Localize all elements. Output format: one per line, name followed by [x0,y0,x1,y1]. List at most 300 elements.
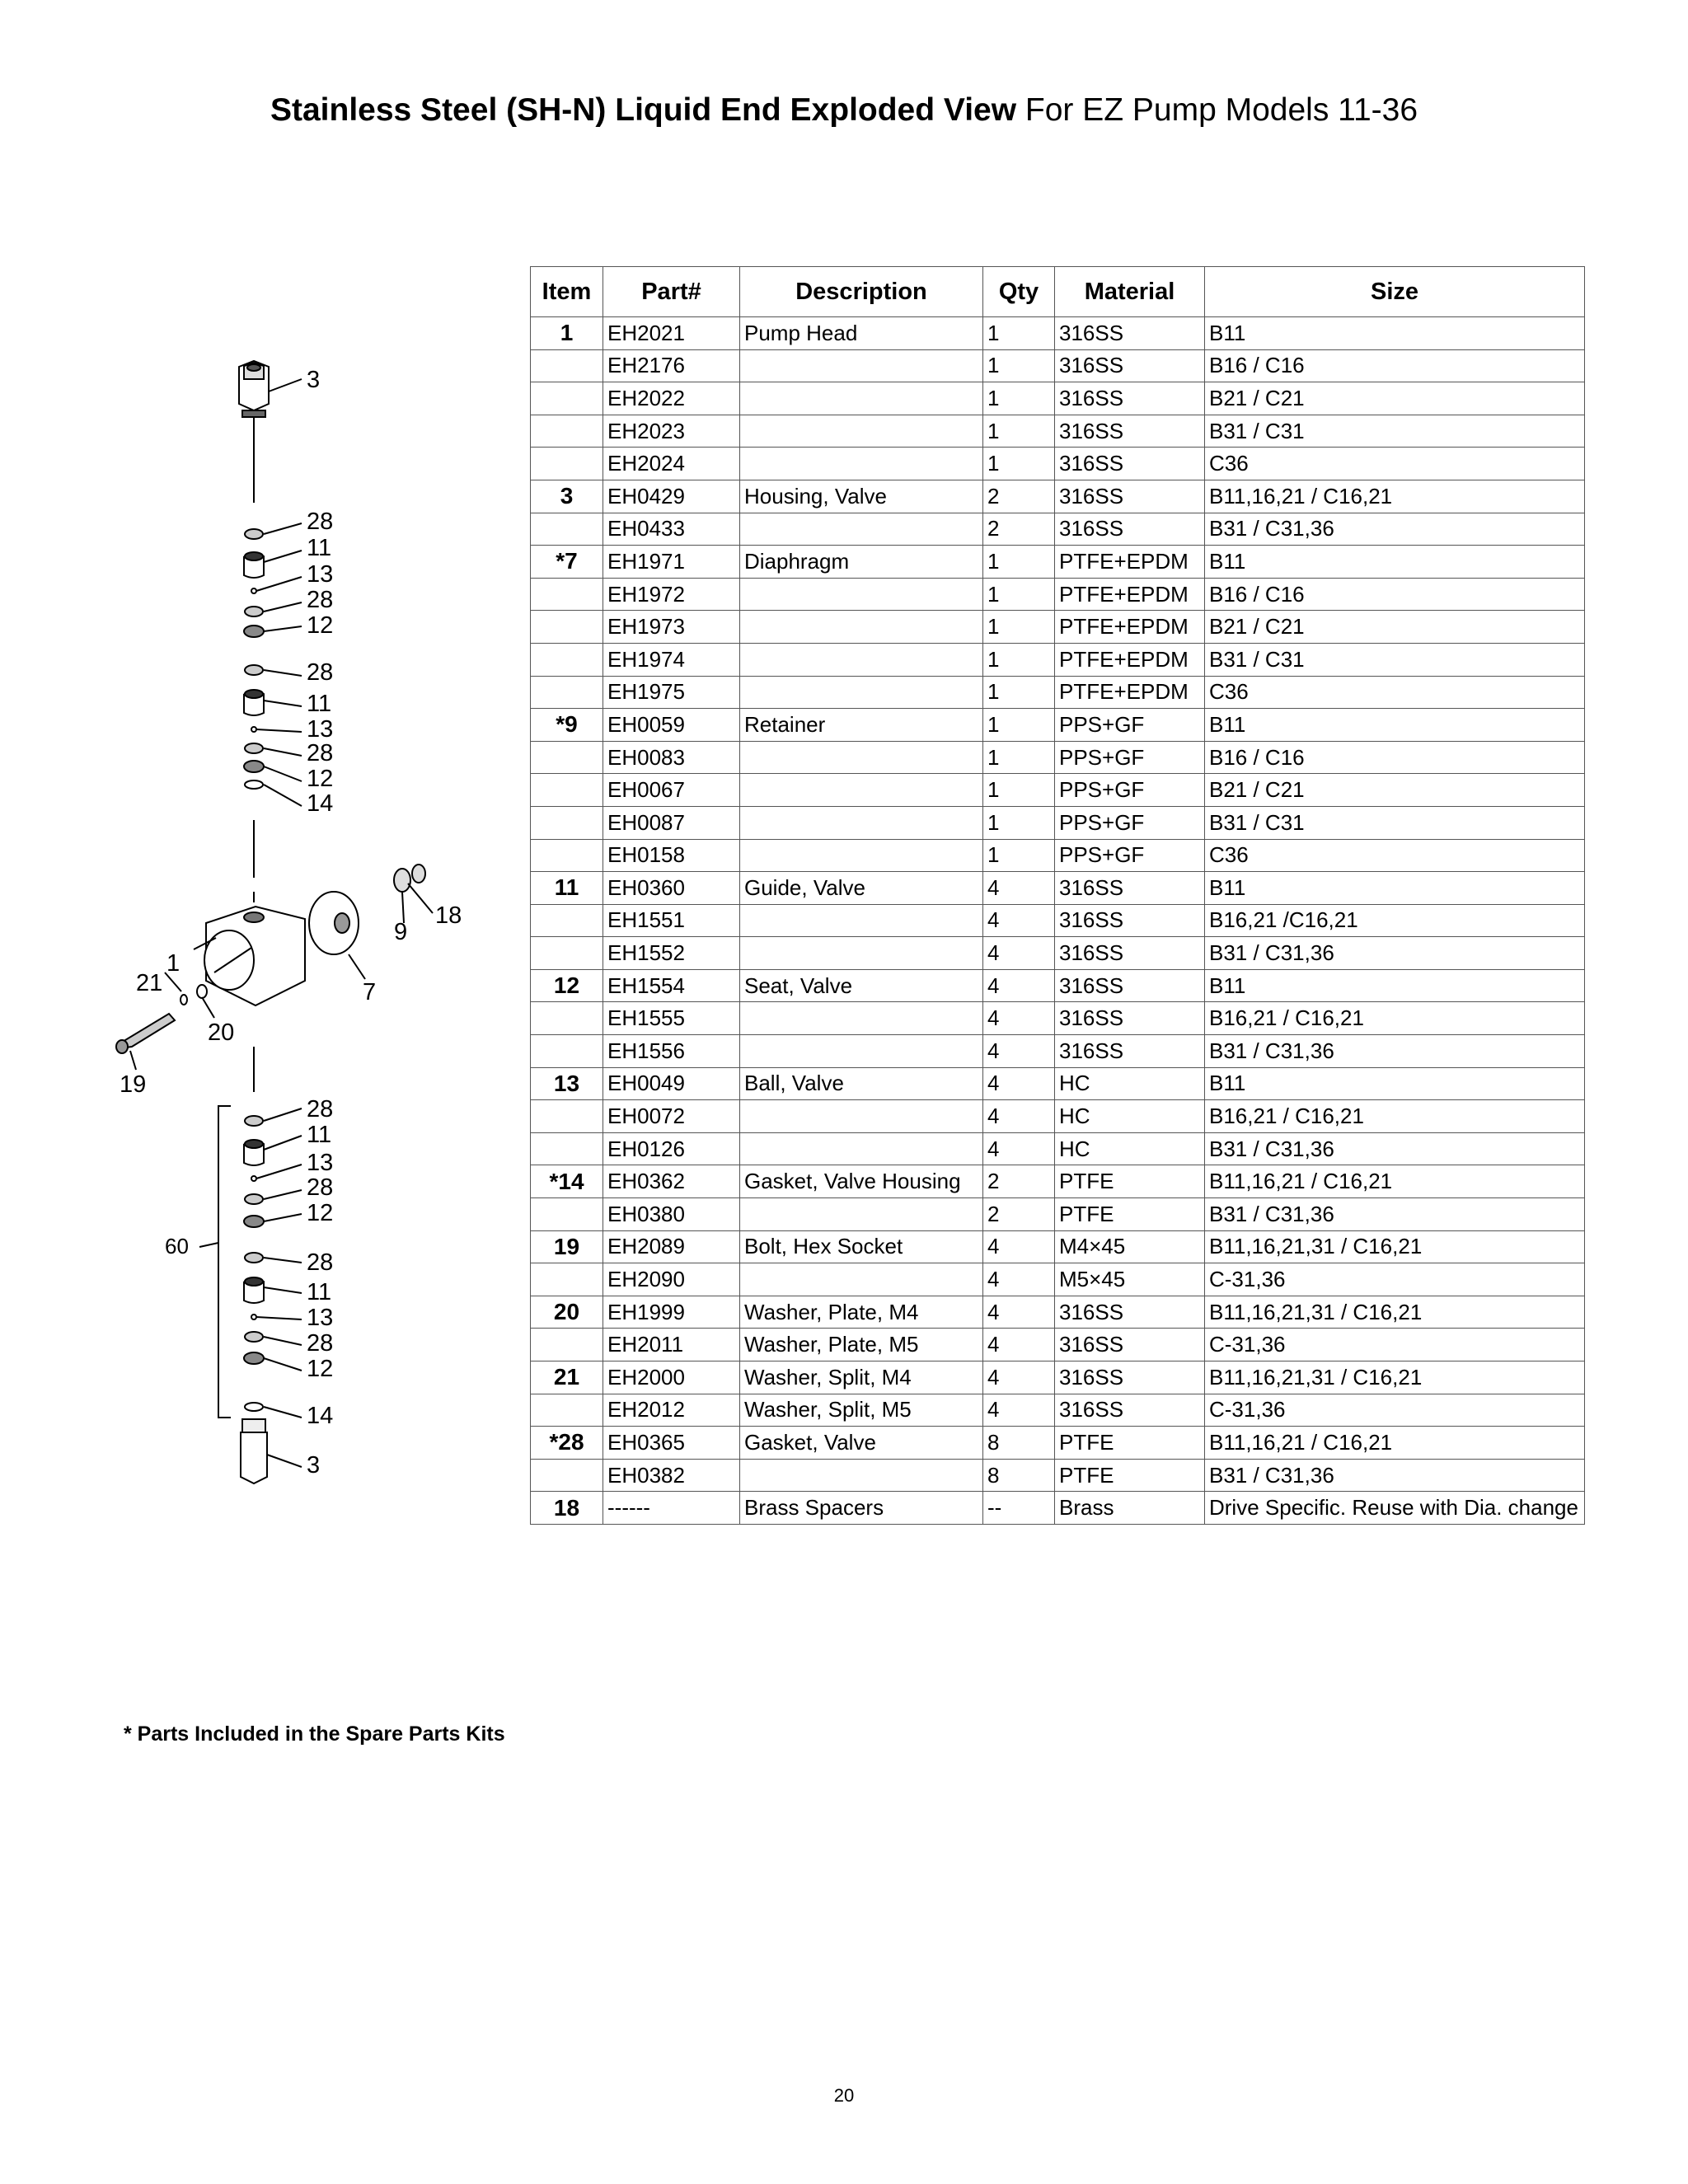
item-cell [531,741,603,774]
size-cell: B11,16,21 / C16,21 [1205,480,1585,513]
description-cell: Diaphragm [740,546,983,579]
table-row [531,1459,1585,1492]
qty-cell: 2 [983,1165,1055,1198]
part-number-cell: EH2011 [603,1329,740,1361]
part-number-cell: EH1974 [603,643,740,676]
header-size: Size [1205,267,1585,317]
part-number-cell: EH1555 [603,1002,740,1035]
description-cell [740,904,983,937]
qty-cell: 8 [983,1427,1055,1460]
table-row [531,1100,1585,1133]
table-row [531,1361,1585,1394]
material-cell: PTFE [1055,1198,1205,1231]
size-cell: B11 [1205,872,1585,905]
description-cell [740,1002,983,1035]
description-cell: Ball, Valve [740,1067,983,1100]
top-valve-housing-drawing [239,361,269,503]
label-valve-housing-gasket: 14 [307,790,334,817]
qty-cell: 1 [983,546,1055,579]
label-bottom-housing: 3 [307,1452,321,1479]
header-description: Description [740,267,983,317]
material-cell: PTFE+EPDM [1055,676,1205,709]
item-cell: 11 [531,872,603,905]
item-cell [531,578,603,611]
description-cell [740,578,983,611]
table-row [531,611,1585,644]
qty-cell: 1 [983,709,1055,742]
part-number-cell: EH0059 [603,709,740,742]
size-cell: B11 [1205,317,1585,350]
description-cell [740,1035,983,1068]
qty-cell: 1 [983,676,1055,709]
part-number-cell: EH0380 [603,1198,740,1231]
item-cell [531,1035,603,1068]
label-pump-head: 1 [166,950,181,977]
material-cell: M5×45 [1055,1263,1205,1296]
label-ball: 13 [307,716,334,743]
description-cell: Washer, Plate, M5 [740,1329,983,1361]
part-number-cell: EH1554 [603,969,740,1002]
table-row [531,546,1585,579]
table-row [531,1165,1585,1198]
part-number-cell: EH0083 [603,741,740,774]
part-number-cell: EH0362 [603,1165,740,1198]
table-row [531,448,1585,480]
label-guide: 11 [307,1122,332,1148]
part-number-cell: EH2090 [603,1263,740,1296]
size-cell: B16 / C16 [1205,578,1585,611]
label-ball: 13 [307,561,334,588]
label-guide: 11 [307,691,332,717]
item-cell [531,1132,603,1165]
item-cell [531,1198,603,1231]
part-number-cell: EH1551 [603,904,740,937]
label-seat: 12 [307,1356,334,1382]
label-seat: 12 [307,612,334,639]
table-row [531,1002,1585,1035]
material-cell: PTFE [1055,1165,1205,1198]
material-cell: PTFE [1055,1427,1205,1460]
material-cell: PTFE [1055,1459,1205,1492]
item-cell: 1 [531,317,603,350]
size-cell: C-31,36 [1205,1263,1585,1296]
description-cell [740,643,983,676]
item-cell [531,448,603,480]
size-cell: B21 / C21 [1205,382,1585,415]
table-row [531,1198,1585,1231]
part-number-cell: EH2022 [603,382,740,415]
label-ball: 13 [307,1150,334,1176]
title-normal: For EZ Pump Models 11-36 [1016,92,1418,128]
description-cell: Washer, Split, M5 [740,1394,983,1427]
description-cell [740,415,983,448]
page-number: 20 [833,2085,855,2106]
table-header-row [531,267,1585,317]
table-body [531,317,1585,1525]
description-cell [740,611,983,644]
part-number-cell: EH0049 [603,1067,740,1100]
size-cell: B31 / C31,36 [1205,1459,1585,1492]
part-number-cell: EH0360 [603,872,740,905]
material-cell: PPS+GF [1055,741,1205,774]
description-cell [740,448,983,480]
table-row [531,709,1585,742]
header-part-number: Part# [603,267,740,317]
table-row [531,904,1585,937]
item-cell [531,904,603,937]
material-cell: HC [1055,1132,1205,1165]
part-number-cell: ------ [603,1492,740,1525]
size-cell: B21 / C21 [1205,774,1585,807]
label-guide: 11 [307,1279,332,1305]
description-cell [740,676,983,709]
qty-cell: 1 [983,578,1055,611]
material-cell: PPS+GF [1055,774,1205,807]
qty-cell: 1 [983,839,1055,872]
qty-cell: 1 [983,611,1055,644]
qty-cell: 1 [983,774,1055,807]
qty-cell: 4 [983,1100,1055,1133]
part-number-cell: EH2176 [603,349,740,382]
item-cell [531,643,603,676]
part-number-cell: EH0067 [603,774,740,807]
table-row [531,415,1585,448]
table-row [531,1492,1585,1525]
description-cell [740,937,983,970]
size-cell: B11,16,21,31 / C16,21 [1205,1296,1585,1329]
qty-cell: 1 [983,382,1055,415]
label-gasket: 28 [307,1174,334,1201]
qty-cell: 4 [983,1132,1055,1165]
label-seat: 12 [307,1200,334,1226]
lower-stack-parts [199,1047,302,1483]
part-number-cell: EH2089 [603,1230,740,1263]
size-cell: B11,16,21,31 / C16,21 [1205,1230,1585,1263]
table-row [531,513,1585,546]
label-gasket: 28 [307,1096,334,1122]
part-number-cell: EH2012 [603,1394,740,1427]
description-cell [740,839,983,872]
item-cell [531,1100,603,1133]
description-cell: Guide, Valve [740,872,983,905]
material-cell: HC [1055,1100,1205,1133]
label-seat: 12 [307,766,334,792]
part-number-cell: EH0126 [603,1132,740,1165]
part-number-cell: EH0382 [603,1459,740,1492]
description-cell: Housing, Valve [740,480,983,513]
part-number-cell: EH0433 [603,513,740,546]
material-cell: 316SS [1055,1394,1205,1427]
qty-cell: 4 [983,1329,1055,1361]
item-cell [531,382,603,415]
item-cell [531,806,603,839]
part-number-cell: EH1556 [603,1035,740,1068]
table-row [531,480,1585,513]
item-cell [531,1459,603,1492]
size-cell: B11,16,21 / C16,21 [1205,1427,1585,1460]
size-cell: Drive Specific. Reuse with Dia. change [1205,1492,1585,1525]
description-cell: Gasket, Valve Housing [740,1165,983,1198]
description-cell: Bolt, Hex Socket [740,1230,983,1263]
qty-cell: 4 [983,1230,1055,1263]
part-number-cell: EH0087 [603,806,740,839]
item-cell: *14 [531,1165,603,1198]
qty-cell: 4 [983,1394,1055,1427]
material-cell: PTFE+EPDM [1055,611,1205,644]
size-cell: B31 / C31,36 [1205,1035,1585,1068]
material-cell: 316SS [1055,415,1205,448]
qty-cell: 1 [983,349,1055,382]
description-cell: Retainer [740,709,983,742]
upper-stack-parts [244,529,264,902]
description-cell: Brass Spacers [740,1492,983,1525]
item-cell [531,774,603,807]
material-cell: 316SS [1055,382,1205,415]
size-cell: C36 [1205,448,1585,480]
item-cell: 13 [531,1067,603,1100]
material-cell: PPS+GF [1055,806,1205,839]
table-row [531,937,1585,970]
item-cell: *28 [531,1427,603,1460]
part-number-cell: EH1552 [603,937,740,970]
label-retainer: 9 [394,919,408,945]
label-gasket: 28 [307,1330,334,1357]
part-number-cell: EH2000 [603,1361,740,1394]
qty-cell: 2 [983,1198,1055,1231]
qty-cell: 1 [983,741,1055,774]
description-cell: Seat, Valve [740,969,983,1002]
item-cell: 20 [531,1296,603,1329]
footnote: * Parts Included in the Spare Parts Kits [124,1722,505,1746]
table-row [531,1394,1585,1427]
label-gasket: 28 [307,740,334,766]
description-cell: Gasket, Valve [740,1427,983,1460]
description-cell [740,1263,983,1296]
label-gasket: 28 [307,509,334,535]
part-number-cell: EH0429 [603,480,740,513]
table-row [531,1329,1585,1361]
part-number-cell: EH2024 [603,448,740,480]
item-cell [531,1394,603,1427]
table-row [531,969,1585,1002]
table-row [531,1067,1585,1100]
table-row [531,1132,1585,1165]
part-number-cell: EH2021 [603,317,740,350]
material-cell: 316SS [1055,317,1205,350]
qty-cell: 1 [983,806,1055,839]
qty-cell: 4 [983,872,1055,905]
material-cell: 316SS [1055,513,1205,546]
qty-cell: 1 [983,448,1055,480]
material-cell: Brass [1055,1492,1205,1525]
parts-table [530,266,1585,1525]
size-cell: B16,21 / C16,21 [1205,1002,1585,1035]
label-ball: 13 [307,1305,334,1331]
table-row [531,1035,1585,1068]
label-bolt: 19 [120,1071,147,1098]
size-cell: B16,21 /C16,21 [1205,904,1585,937]
qty-cell: 4 [983,1361,1055,1394]
table-row [531,1230,1585,1263]
table-row [531,578,1585,611]
size-cell: B11 [1205,709,1585,742]
table-row [531,774,1585,807]
item-cell: 19 [531,1230,603,1263]
qty-cell: 4 [983,969,1055,1002]
item-cell [531,513,603,546]
label-valve-assembly: 60 [165,1234,189,1258]
exploded-view-diagram [107,346,536,1516]
label-gasket: 28 [307,587,334,613]
label-diaphragm: 7 [363,979,377,1005]
description-cell [740,513,983,546]
qty-cell: 4 [983,1035,1055,1068]
part-number-cell: EH1971 [603,546,740,579]
description-cell [740,349,983,382]
material-cell: M4×45 [1055,1230,1205,1263]
size-cell: C-31,36 [1205,1329,1585,1361]
size-cell: B11,16,21,31 / C16,21 [1205,1361,1585,1394]
size-cell: C-31,36 [1205,1394,1585,1427]
description-cell [740,774,983,807]
description-cell [740,806,983,839]
item-cell: *7 [531,546,603,579]
size-cell: B31 / C31 [1205,415,1585,448]
item-cell [531,1329,603,1361]
table-row [531,1296,1585,1329]
label-top-housing: 3 [307,367,321,393]
part-number-cell: EH0365 [603,1427,740,1460]
item-cell: 3 [531,480,603,513]
item-cell [531,839,603,872]
size-cell: B16 / C16 [1205,741,1585,774]
description-cell [740,1100,983,1133]
part-number-cell: EH2023 [603,415,740,448]
label-guide: 11 [307,535,332,561]
label-valve-housing-gasket: 14 [307,1403,334,1429]
item-cell [531,349,603,382]
size-cell: B11,16,21 / C16,21 [1205,1165,1585,1198]
qty-cell: 4 [983,937,1055,970]
pump-head-drawing [204,865,425,1005]
size-cell: B31 / C31,36 [1205,937,1585,970]
size-cell: B11 [1205,969,1585,1002]
description-cell: Washer, Plate, M4 [740,1296,983,1329]
material-cell: 316SS [1055,872,1205,905]
qty-cell: 4 [983,1002,1055,1035]
item-cell [531,676,603,709]
item-cell [531,1002,603,1035]
size-cell: B16,21 / C16,21 [1205,1100,1585,1133]
item-cell: 12 [531,969,603,1002]
description-cell [740,1198,983,1231]
table-row [531,643,1585,676]
label-gasket: 28 [307,1249,334,1276]
header-item: Item [531,267,603,317]
table-row [531,676,1585,709]
description-cell [740,1459,983,1492]
material-cell: 316SS [1055,904,1205,937]
material-cell: 316SS [1055,1296,1205,1329]
size-cell: B11 [1205,546,1585,579]
table-row [531,317,1585,350]
qty-cell: 1 [983,317,1055,350]
material-cell: PPS+GF [1055,709,1205,742]
size-cell: B21 / C21 [1205,611,1585,644]
size-cell: C36 [1205,839,1585,872]
material-cell: 316SS [1055,969,1205,1002]
size-cell: B11 [1205,1067,1585,1100]
qty-cell: 2 [983,480,1055,513]
material-cell: HC [1055,1067,1205,1100]
qty-cell: 4 [983,904,1055,937]
material-cell: 316SS [1055,1361,1205,1394]
qty-cell: 2 [983,513,1055,546]
header-material: Material [1055,267,1205,317]
table-row [531,806,1585,839]
size-cell: B16 / C16 [1205,349,1585,382]
description-cell: Washer, Split, M4 [740,1361,983,1394]
table-row [531,1263,1585,1296]
part-number-cell: EH0158 [603,839,740,872]
item-cell [531,937,603,970]
label-spacers: 18 [435,902,462,929]
label-gasket: 28 [307,659,334,686]
table-row [531,839,1585,872]
part-number-cell: EH1999 [603,1296,740,1329]
description-cell [740,741,983,774]
material-cell: 316SS [1055,1329,1205,1361]
qty-cell: 4 [983,1067,1055,1100]
header-qty: Qty [983,267,1055,317]
description-cell: Pump Head [740,317,983,350]
item-cell [531,415,603,448]
description-cell [740,1132,983,1165]
qty-cell: 8 [983,1459,1055,1492]
table-row [531,349,1585,382]
size-cell: C36 [1205,676,1585,709]
item-cell [531,611,603,644]
material-cell: 316SS [1055,1035,1205,1068]
material-cell: PTFE+EPDM [1055,643,1205,676]
material-cell: PTFE+EPDM [1055,546,1205,579]
part-number-cell: EH1975 [603,676,740,709]
size-cell: B31 / C31,36 [1205,513,1585,546]
label-plate-washer: 20 [208,1019,235,1046]
item-cell: 18 [531,1492,603,1525]
item-cell: *9 [531,709,603,742]
part-number-cell: EH1973 [603,611,740,644]
material-cell: PTFE+EPDM [1055,578,1205,611]
size-cell: B31 / C31 [1205,643,1585,676]
item-cell: 21 [531,1361,603,1394]
label-split-washer: 21 [136,970,163,996]
table-row [531,382,1585,415]
part-number-cell: EH1972 [603,578,740,611]
qty-cell: 4 [983,1263,1055,1296]
material-cell: 316SS [1055,1002,1205,1035]
material-cell: PPS+GF [1055,839,1205,872]
table-row [531,872,1585,905]
title-bold: Stainless Steel (SH-N) Liquid End Exploded View [270,92,1017,128]
qty-cell: -- [983,1492,1055,1525]
item-cell [531,1263,603,1296]
size-cell: B31 / C31 [1205,806,1585,839]
qty-cell: 4 [983,1296,1055,1329]
material-cell: 316SS [1055,480,1205,513]
size-cell: B31 / C31,36 [1205,1198,1585,1231]
page-title [0,89,1688,132]
